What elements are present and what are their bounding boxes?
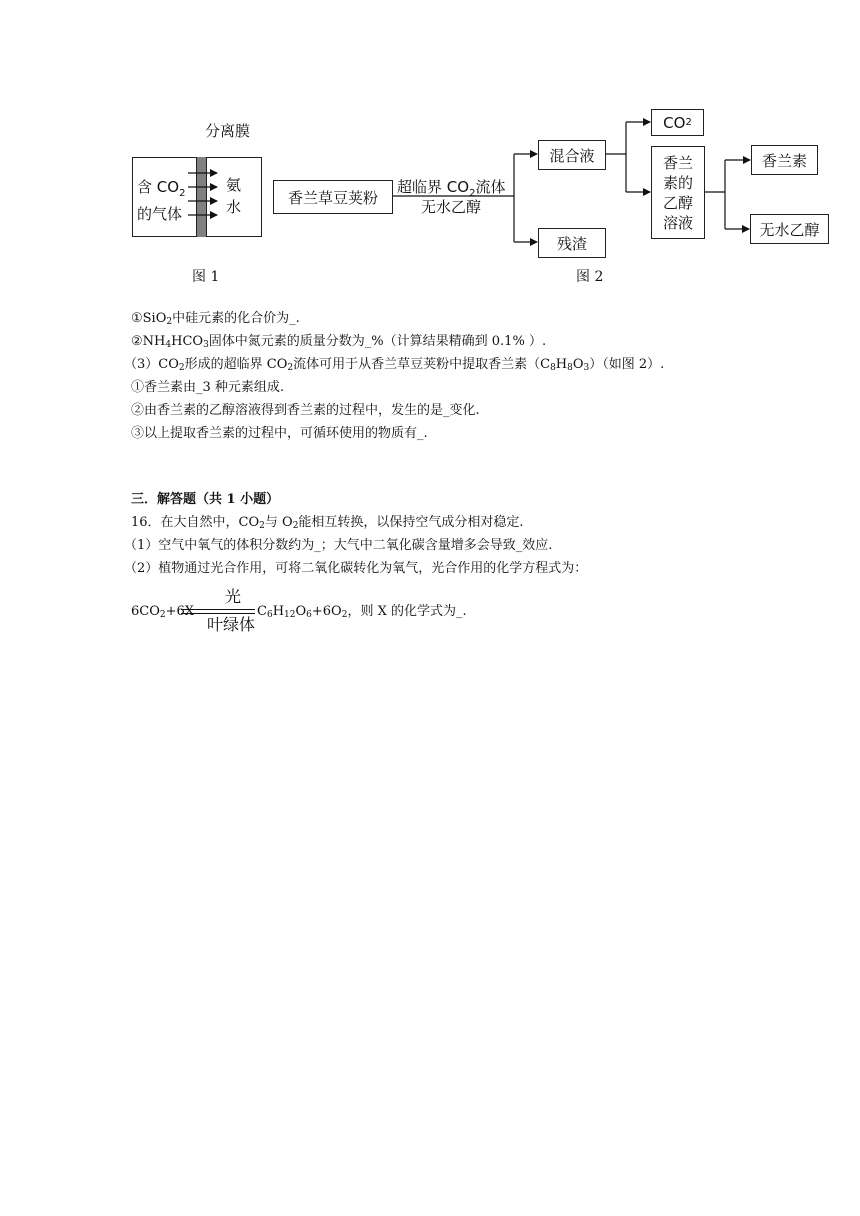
- co2-box: CO 2: [651, 109, 704, 136]
- question-2: $②NH_4HCO_3$固体中氮元素的质量分数为_%（计算结果精确到 0.1% ）.: [131, 334, 547, 350]
- vanilla-powder-box: 香兰草豆荚粉: [273, 180, 393, 214]
- equation-condition-chlorophyll: 叶绿体: [207, 615, 256, 634]
- figure-2-caption: 图 2: [576, 269, 604, 285]
- question-3-2: ②由香兰素的乙醇溶液得到香兰素的过程中，发生的是_变化.: [131, 403, 480, 418]
- question-16: 16．在大自然中，$CO_2$与 $O_2$能相互转换，以保持空气成分相对稳定.: [131, 515, 524, 531]
- vanillin-ethanol-solution-box: 香兰 素的 乙醇 溶液: [651, 146, 705, 239]
- equation-left: $6CO_2+6X$: [131, 604, 195, 620]
- ethanol-box: 无水乙醇: [750, 214, 829, 244]
- anhydrous-ethanol-label: 无水乙醇: [421, 198, 482, 216]
- question-16-1: （1）空气中氧气的体积分数约为_；大气中二氧化碳含量增多会导致_效应.: [124, 538, 553, 553]
- question-1: ①SiO$_2$中硅元素的化合价为_.: [131, 311, 300, 327]
- equation-condition-light: 光: [225, 587, 242, 606]
- mixture-box: 混合液: [538, 140, 606, 170]
- question-3-intro: $(3)CO_2$形成的超临界 $CO_2$流体可用于从香兰草豆荚粉中提取香兰素$(C_8H_8O_3)$（如图 2）.: [124, 357, 665, 373]
- co2-gas-label: 含 $CO_2$ 的气体: [137, 178, 186, 223]
- equation-right: $C_6H_{12}O_6+6O_2$，则 X 的化学式为_.: [257, 604, 467, 620]
- question-3-1: ①香兰素由_3 种元素组成.: [131, 380, 285, 395]
- vanillin-box: 香兰素: [751, 145, 818, 175]
- membrane-label: 分离膜: [205, 122, 251, 140]
- question-16-2: （2）植物通过光合作用，可将二氧化碳转化为氧气，光合作用的化学方程式为：: [124, 561, 588, 576]
- flow-connectors: [0, 0, 860, 300]
- residue-box: 残渣: [538, 228, 606, 258]
- ammonia-label: 氨 水: [226, 176, 242, 216]
- supercritical-co2-label: 超临界 $CO_2$流体: [397, 178, 506, 199]
- question-3-3: ③以上提取香兰素的过程中，可循环使用的物质有_.: [131, 426, 428, 441]
- section-3-heading: 三．解答题（共 1 小题）: [131, 492, 280, 507]
- figure-1-caption: 图 1: [192, 269, 220, 285]
